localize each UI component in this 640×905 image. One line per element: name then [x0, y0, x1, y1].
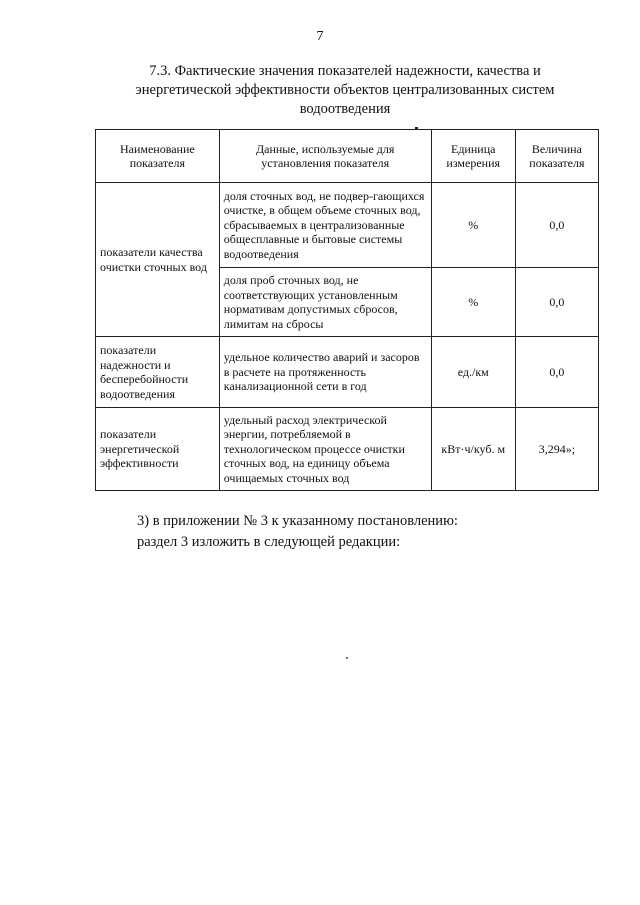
cell-data: доля проб сточных вод, не соответствующих установленным нормативам допустимых сбросов, лимитам на сбросы — [219, 268, 431, 337]
cell-data: доля сточных вод, не подвер-гающихся очистке, в общем объеме сточных вод, сбрасываемых в централизованные общесплавные и бытовые системы водоотведения — [219, 183, 431, 268]
header-value: Величина показателя — [515, 130, 598, 183]
cell-name: показатели энергетической эффективности — [96, 408, 220, 491]
cell-value: 0,0 — [515, 183, 598, 268]
cell-data: удельное количество аварий и засоров в расчете на протяженность канализационной сети в год — [219, 337, 431, 408]
table-header-row — [96, 130, 599, 183]
cell-value: 0,0 — [515, 337, 598, 408]
header-unit: Единица измерения — [431, 130, 515, 183]
table-row — [96, 183, 599, 268]
table-row — [96, 408, 599, 491]
indicators-table — [95, 129, 599, 491]
cell-unit: % — [431, 183, 515, 268]
page-number: 7 — [316, 29, 324, 44]
table-row — [96, 337, 599, 408]
cell-unit: кВт·ч/куб. м — [431, 408, 515, 491]
paragraph-2: раздел 3 изложить в следующей редакции: — [137, 534, 401, 550]
header-name: Наименование показателя — [96, 130, 220, 183]
cell-value: 0,0 — [515, 268, 598, 337]
scan-mark — [346, 657, 348, 659]
cell-value: 3,294»; — [515, 408, 598, 491]
section-title — [110, 62, 580, 119]
cell-name: показатели надежности и бесперебойности водоотведения — [96, 337, 220, 408]
cell-data: удельный расход электрической энергии, потребляемой в технологическом процессе очистки сточных вод, на единицу объема очищаемых сточных вод — [219, 408, 431, 491]
paragraph-1: 3) в приложении № 3 к указанному постановлению: — [137, 513, 458, 529]
cell-unit: % — [431, 268, 515, 337]
header-data: Данные, используемые для установления показателя — [219, 130, 431, 183]
title-line: энергетической эффективности объектов централизованных систем — [135, 82, 555, 98]
cell-unit: ед./км — [431, 337, 515, 408]
title-line: 7.3. Фактические значения показателей надежности, качества и — [149, 63, 541, 79]
cell-name: показатели качества очистки сточных вод — [96, 183, 220, 337]
title-line: водоотведения — [299, 101, 391, 117]
